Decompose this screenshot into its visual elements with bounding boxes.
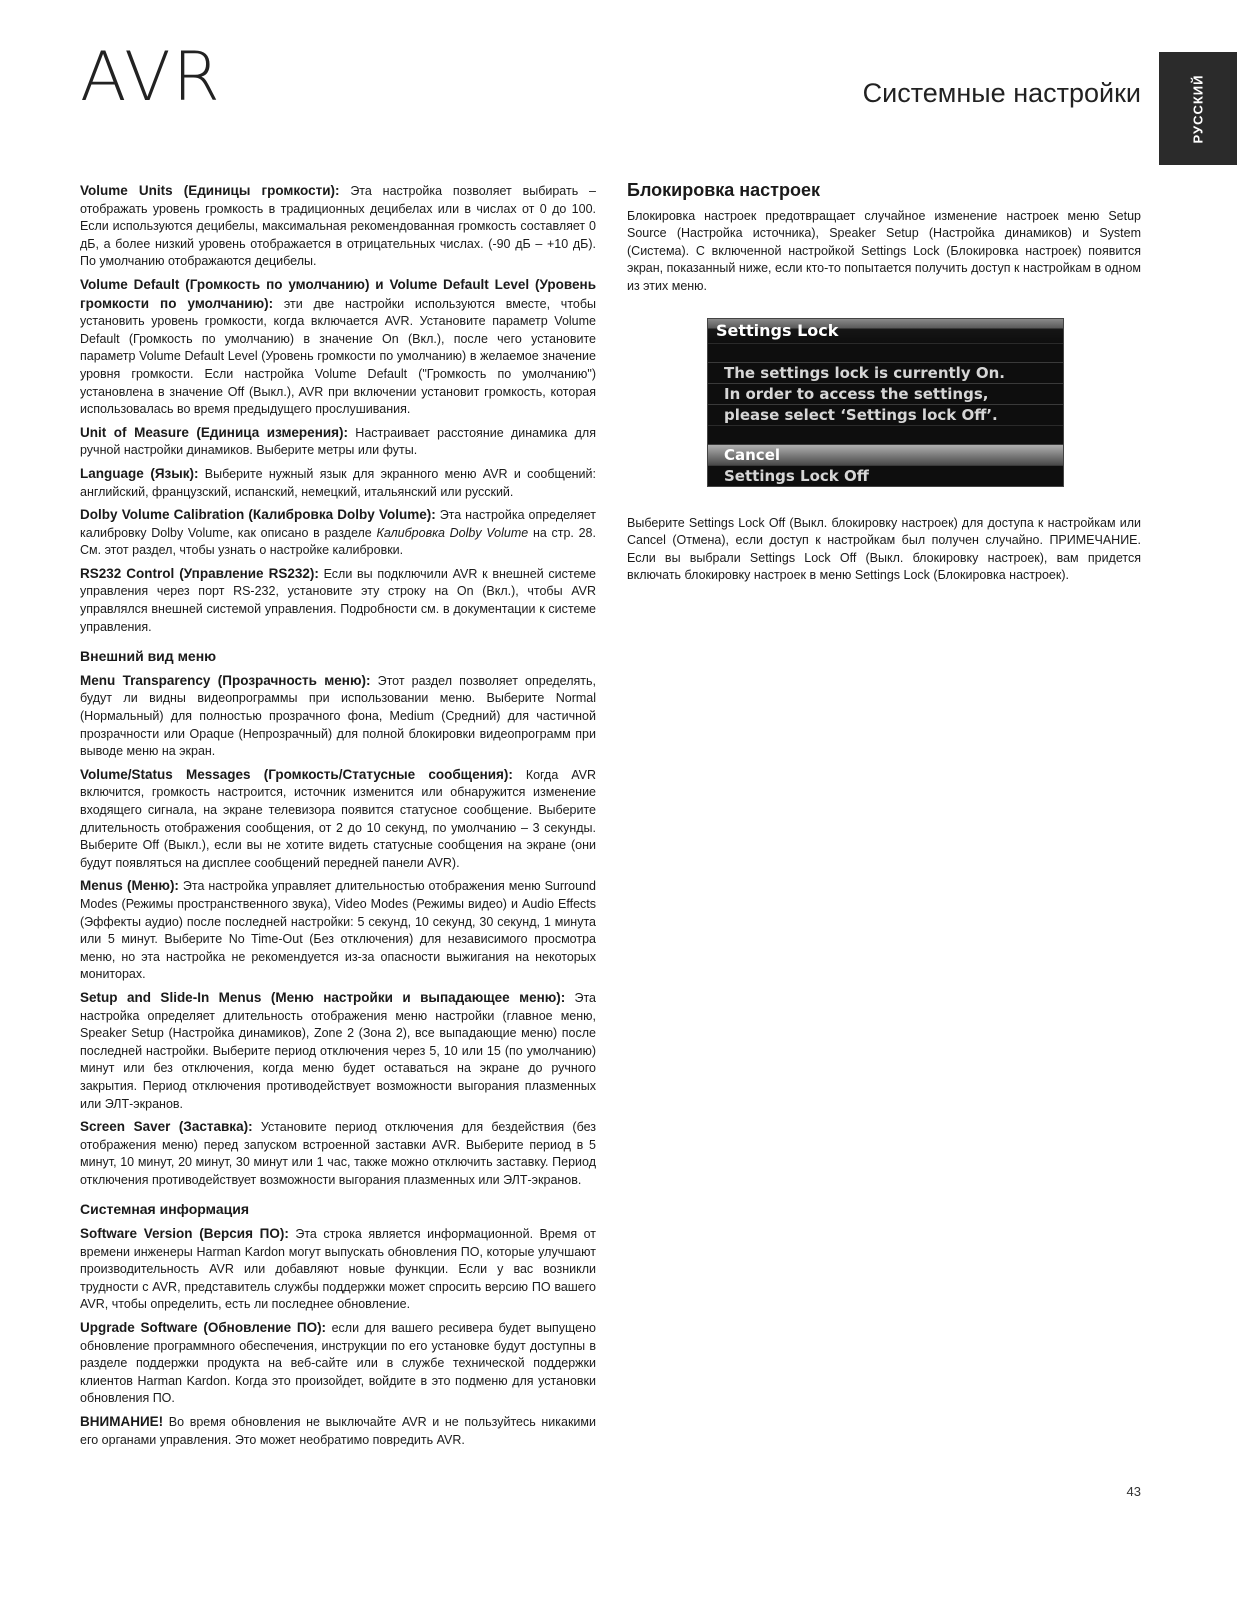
paragraph-language [80, 465, 596, 501]
term: Volume Units (Единицы громкости): [80, 183, 340, 198]
term: Dolby Volume Calibration (Калибровка Dolby Volume): [80, 507, 436, 523]
body-text: Если вы подключили AVR к внешней системе управления через порт RS-232, установите эту строку на On (Вкл.), чтобы AVR управлялся внешней системой управления. Подробности см. в документации к системе управления. [80, 566, 596, 634]
paragraph-menus [80, 877, 596, 984]
term: Unit of Measure (Единица измерения): [80, 424, 349, 440]
paragraph-setup-menus [80, 989, 596, 1113]
paragraph-volume-default [80, 276, 596, 419]
subheading-menu-appearance: Внешний вид меню [80, 648, 217, 665]
right-column [627, 182, 1141, 590]
body-text: Эта настройка позволяет выбирать – отображать уровень громкость в традиционных децибелах или в числах от 0 до 100. Если используются децибелы, максимальная рекомендованная громкость составляет 0 дБ, а более низкий уровень отображается в отрицательных числах. (-90 дБ – +10 дБ). По умолчанию отображаются децибелы. [80, 184, 596, 269]
paragraph-status-messages [80, 766, 596, 873]
body-text: Этот раздел позволяет определять, будут ли видны видеопрограммы при использовании меню. Выберите Normal (Нормальный) для полностью прозрачного фона, Medium (Средний) для частичной прозрачности или Opaque (Непрозрачный) для полной блокировки видеопрограмм при выводе меню на экран. [80, 673, 596, 759]
body-text: Эта настройка определяет длительность отображения меню настройки (главное меню, Speaker Setup (Настройка динамиков), Zone 2 (Зона 2), все выпадающие меню) после последней настройки. Выберите период отключения через 5, 10 или 15 (по умолчанию) минут или без отключения, когда меню будет оставаться на экране до ручного закрытия. Период отключения противодействует возможности выгорания плазменных или ЭЛТ-экранов. [80, 990, 596, 1111]
screen-message-line: In order to access the settings, [708, 383, 1063, 404]
body-text: Выберите нужный язык для экранного меню AVR и сообщений: английский, французский, испанский, немецкий, итальянский или русский. [80, 466, 596, 499]
term: Setup and Slide-In Menus (Меню настройки и выпадающее меню): [80, 989, 566, 1005]
body-text: Настраивает расстояние динамика для ручной настройки динамиков. Выберите метры или футы. [80, 425, 596, 458]
settings-lock-screen [707, 318, 1064, 487]
term: Menu Transparency (Прозрачность меню): [80, 672, 371, 688]
subheading-system-info: Системная информация [80, 1201, 250, 1218]
term: RS232 Control (Управление RS232): [80, 565, 319, 581]
body-text: Эта строка является информационной. Время от времени инженеры Harman Kardon могут выпускать обновления ПО, которые улучшают производительность AVR или добавляют новые функции. Если у вас возникли трудности с AVR, представитель службы поддержки может спросить версию ПО вашего AVR, чтобы определить, есть ли последнее обновление. [80, 1227, 596, 1312]
paragraph-volume-units [80, 182, 596, 271]
body-text: на стр. 28. См. этот раздел, чтобы узнать о настройке калибровки. [80, 525, 596, 558]
body-text: Установите период отключения для бездействия (без отображения меню) перед запуском встроенной заставки AVR. Выберите период в 5 минут, 10 минут, 20 минут, 30 минут или 1 час, также можно отключить заставку. Период отключения противодействует возможности выгорания плазменных или ЭЛТ-экранов. [80, 1120, 596, 1187]
paragraph-dolby-volume [80, 506, 596, 560]
paragraph-rs232 [80, 565, 596, 636]
body-text: эти две настройки используются вместе, чтобы установить уровень громкости, когда включается AVR. Установите параметр Volume Default (Громкость по умолчанию) в значение On (Вкл.), после чего установите параметр Volume Default Level (Уровень громкости по умолчанию) в желаемое значение уровня громкости. Если настройка Volume Default ("Громкость по умолчанию") установлена в значение Off (Выкл.), AVR при включении установит громкость, которая использовалась во время предыдущего прослушивания. [80, 296, 597, 417]
body-text: Во время обновления не выключайте AVR и не пользуйтесь никакими его органами управления. Это может необратимо повредить AVR. [80, 1415, 596, 1447]
screen-message-line: please select ‘Settings lock Off’. [708, 404, 1063, 425]
section-title: Системные настройки [862, 78, 1141, 108]
screen-title: Settings Lock [708, 319, 1063, 343]
paragraph-warning [80, 1413, 596, 1449]
body-text: Когда AVR включится, громкость настроится, источник изменится или обнаружится изменение входящего сигнала, на экране телевизора появится статусное сообщение. Выберите длительность отображения сообщения, от 2 до 10 секунд, по умолчанию – 3 секунды. Выберите Off (Выкл.), если вы не хотите видеть статусные сообщения на экране (они будут появляться на дисплее сообщений передней панели AVR). [80, 767, 596, 870]
warning-label: ВНИМАНИЕ! [80, 1414, 164, 1429]
term: Upgrade Software (Обновление ПО): [80, 1320, 327, 1336]
screen-message-line: The settings lock is currently On. [708, 362, 1063, 383]
body-text: если для вашего ресивера будет выпущено обновление программного обеспечения, инструкции по его установке будут доступны в разделе поддержки продукта на веб-сайте или в службе технической поддержки клиентов Harman Kardon. Когда это произойдет, войдите в это подменю для установки обновления ПО. [80, 1321, 596, 1406]
page-number: 43 [1126, 1484, 1141, 1499]
screen-spacer [708, 343, 1063, 362]
paragraph-upgrade-software [80, 1319, 596, 1408]
term: Software Version (Версия ПО): [80, 1226, 289, 1242]
language-tab [1159, 52, 1237, 165]
avr-logo: AVR [80, 38, 222, 117]
term: Menus (Меню): [80, 878, 179, 894]
term: Screen Saver (Заставка): [80, 1119, 253, 1135]
paragraph-screen-saver [80, 1118, 596, 1189]
settings-lock-heading: Блокировка настроек [627, 180, 820, 200]
cancel-option[interactable]: Cancel [708, 444, 1063, 465]
term: Language (Язык): [80, 465, 199, 481]
body-text: Эта настройка определяет калибровку Dolby Volume, как описано в разделе [80, 508, 597, 540]
settings-lock-intro: Блокировка настроек предотвращает случайное изменение настроек меню Setup Source (Настройка источника), Speaker Setup (Настройка динамиков) и System (Система). С включенной настройкой Settings Lock (Блокировка настроек) появится экран, показанный ниже, если кто-то попытается получить доступ к настройкам в одном из этих меню. [627, 208, 1141, 293]
left-column [80, 182, 596, 1454]
paragraph-unit-of-measure [80, 424, 596, 460]
language-tab-label: РУССКИЙ [1190, 74, 1206, 143]
paragraph-menu-transparency [80, 672, 596, 761]
body-text: Эта настройка управляет длительностью отображения меню Surround Modes (Режимы пространственного звука), Video Modes (Режимы видео) и Audio Effects (Эффекты аудио) после последней настройки: 5 секунд, 10 секунд, 30 секунд, 1 минута или 5 минут. Выберите No Time-Out (Без отключения) для независимого просмотра меню, но эта настройка не рекомендуется из-за опасности выжигания на некоторых мониторах. [80, 879, 596, 982]
paragraph-software-version [80, 1225, 596, 1314]
cross-reference: Калибровка Dolby Volume [376, 525, 529, 540]
screen-spacer [708, 425, 1063, 444]
term: Volume/Status Messages (Громкость/Статусные сообщения): [80, 766, 513, 782]
settings-lock-instructions: Выберите Settings Lock Off (Выкл. блокировку настроек) для доступа к настройкам или Cancel (Отмена), если доступ к настройкам был получен случайно. ПРИМЕЧАНИЕ. Если вы выбрали Settings Lock Off (Выкл. блокировку настроек), вам придется включать блокировку настроек в меню Settings Lock (Блокировка настроек). [627, 515, 1141, 583]
term: Volume Default (Громкость по умолчанию) и Volume Default Level (Уровень громкости по умолчанию): [80, 276, 596, 311]
settings-lock-off-option[interactable]: Settings Lock Off [708, 465, 1063, 486]
